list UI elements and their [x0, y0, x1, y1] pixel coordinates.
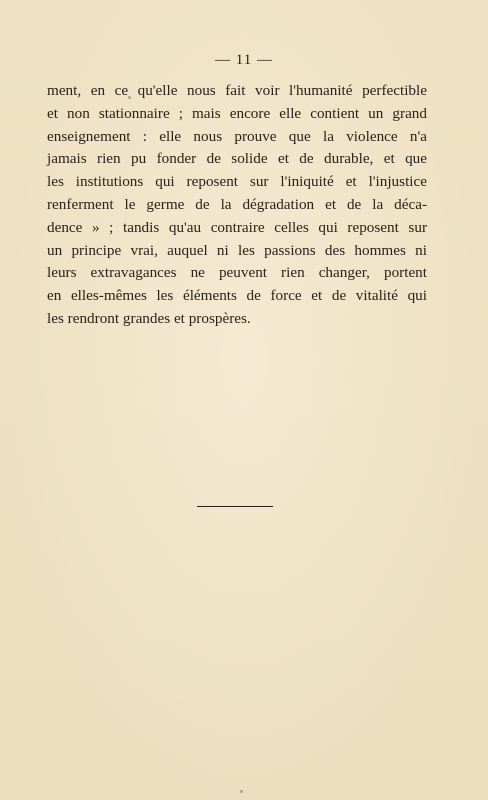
text-line: dence » ; tandis qu'au contraire celles qui reposent sur	[47, 218, 427, 236]
text-line: renferment le germe de la dégradation et de la déca-	[47, 195, 427, 213]
text-line: ment, en ce qu'elle nous fait voir l'humanité perfectible	[47, 82, 427, 99]
text-line: enseignement : elle nous prouve que la violence n'a	[47, 127, 427, 145]
text-line: et non stationnaire ; mais encore elle contient un grand	[47, 104, 427, 122]
text-line: jamais rien pu fonder de solide et de durable, et que	[47, 150, 427, 168]
text-line: leurs extravagances ne peuvent rien changer, portent	[47, 264, 427, 282]
text-line: les rendront grandes et prospères.	[47, 309, 251, 327]
text-line: en elles-mêmes les éléments de force et de vitalité qui	[47, 287, 427, 305]
page-number: — 11 —	[215, 52, 273, 68]
text-line: les institutions qui reposent sur l'iniquité et l'injustice	[47, 173, 427, 191]
body-paragraph	[47, 80, 427, 331]
section-divider-rule	[197, 506, 273, 507]
paper-speck	[240, 790, 243, 793]
text-line: un principe vrai, auquel ni les passions des hommes ni	[47, 241, 427, 259]
